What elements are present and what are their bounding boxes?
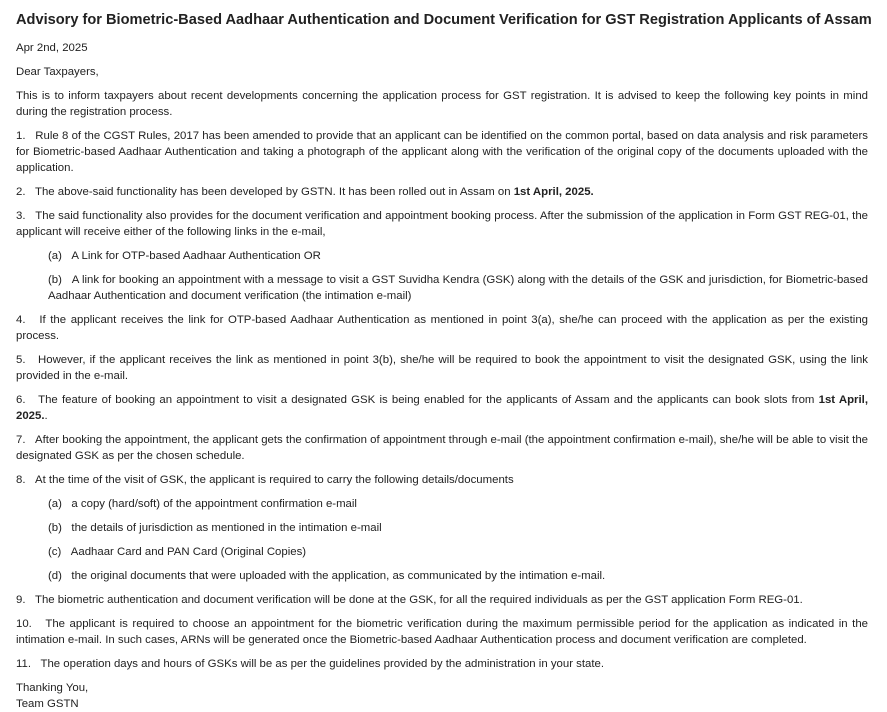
point-6-tail: . [44, 410, 48, 422]
point-6-text: 6. The feature of booking an appointment to visit a designated GSK is being enabled for the applicants of Assam and the applicants can book slots from [16, 394, 819, 406]
point-5: 5. However, if the applicant receives the link as mentioned in point 3(b), she/he will be required to book the appointment to visit the designated GSK, using the link provided in the e-mail. [16, 354, 868, 382]
point-8: 8. At the time of the visit of GSK, the applicant is required to carry the following details/documents [16, 474, 514, 486]
point-3a: (a) A Link for OTP-based Aadhaar Authentication OR [48, 250, 321, 262]
point-1: 1. Rule 8 of the CGST Rules, 2017 has been amended to provide that an applicant can be identified on the common portal, based on data analysis and risk parameters for Biometric-based Aadhaar Authentication and taking a photograph of the applicant along with the verification of the original copy of the documents uploaded with the application. [16, 130, 868, 174]
point-4: 4. If the applicant receives the link for OTP-based Aadhaar Authentication as mentioned in point 3(a), she/he can proceed with the application as per the existing process. [16, 314, 868, 342]
point-8b: (b) the details of jurisdiction as mentioned in the intimation e-mail [48, 522, 382, 534]
greeting: Dear Taxpayers, [16, 66, 99, 78]
point-8a: (a) a copy (hard/soft) of the appointment confirmation e-mail [48, 498, 357, 510]
point-2-text: 2. The above-said functionality has been developed by GSTN. It has been rolled out in Assam on [16, 186, 514, 198]
point-7: 7. After booking the appointment, the applicant gets the confirmation of appointment through e-mail (the appointment confirmation e-mail), she/he will be able to visit the designated GSK as per the chosen schedule. [16, 434, 868, 462]
point-3: 3. The said functionality also provides for the document verification and appointment booking process. After the submission of the application in Form GST REG-01, the applicant will receive either of the following links in the e-mail, [16, 210, 868, 238]
point-8d: (d) the original documents that were uploaded with the application, as communicated by the intimation e-mail. [48, 570, 606, 582]
point-2-date: 1st April, 2025. [513, 186, 594, 198]
intro-paragraph: This is to inform taxpayers about recent developments concerning the application process for GST registration. It is advised to keep the following key points in mind during the registration process. [16, 90, 868, 118]
signature-block [16, 680, 868, 712]
point-8c: (c) Aadhaar Card and PAN Card (Original Copies) [48, 546, 307, 558]
point-9: 9. The biometric authentication and document verification will be done at the GSK, for all the required individuals as per the GST application Form REG-01. [16, 594, 803, 606]
point-10: 10. The applicant is required to choose an appointment for the biometric verification during the maximum permissible period for the application as indicated in the intimation e-mail. In such cases, ARNs will be generated once the Biometric-based Aadhaar Authentication process and document verification are completed. [16, 618, 868, 646]
point-3b: (b) A link for booking an appointment with a message to visit a GST Suvidha Kendra (GSK) along with the details of the GSK and jurisdiction, for Biometric-based Aadhaar Authentication and document verification (the intimation e-mail) [48, 274, 868, 302]
page-title: Advisory for Biometric-Based Aadhaar Authentication and Document Verification for GST Registration Applicants of Assam [16, 12, 872, 28]
point-2 [16, 184, 868, 200]
point-11: 11. The operation days and hours of GSKs will be as per the guidelines provided by the administration in your state. [16, 658, 605, 670]
point-6-date: 1st April, 2025. [16, 394, 868, 422]
point-6 [16, 392, 868, 424]
signature: Team GSTN [16, 698, 79, 710]
closing-line: Thanking You, [16, 682, 89, 694]
publish-date: Apr 2nd, 2025 [16, 42, 88, 54]
